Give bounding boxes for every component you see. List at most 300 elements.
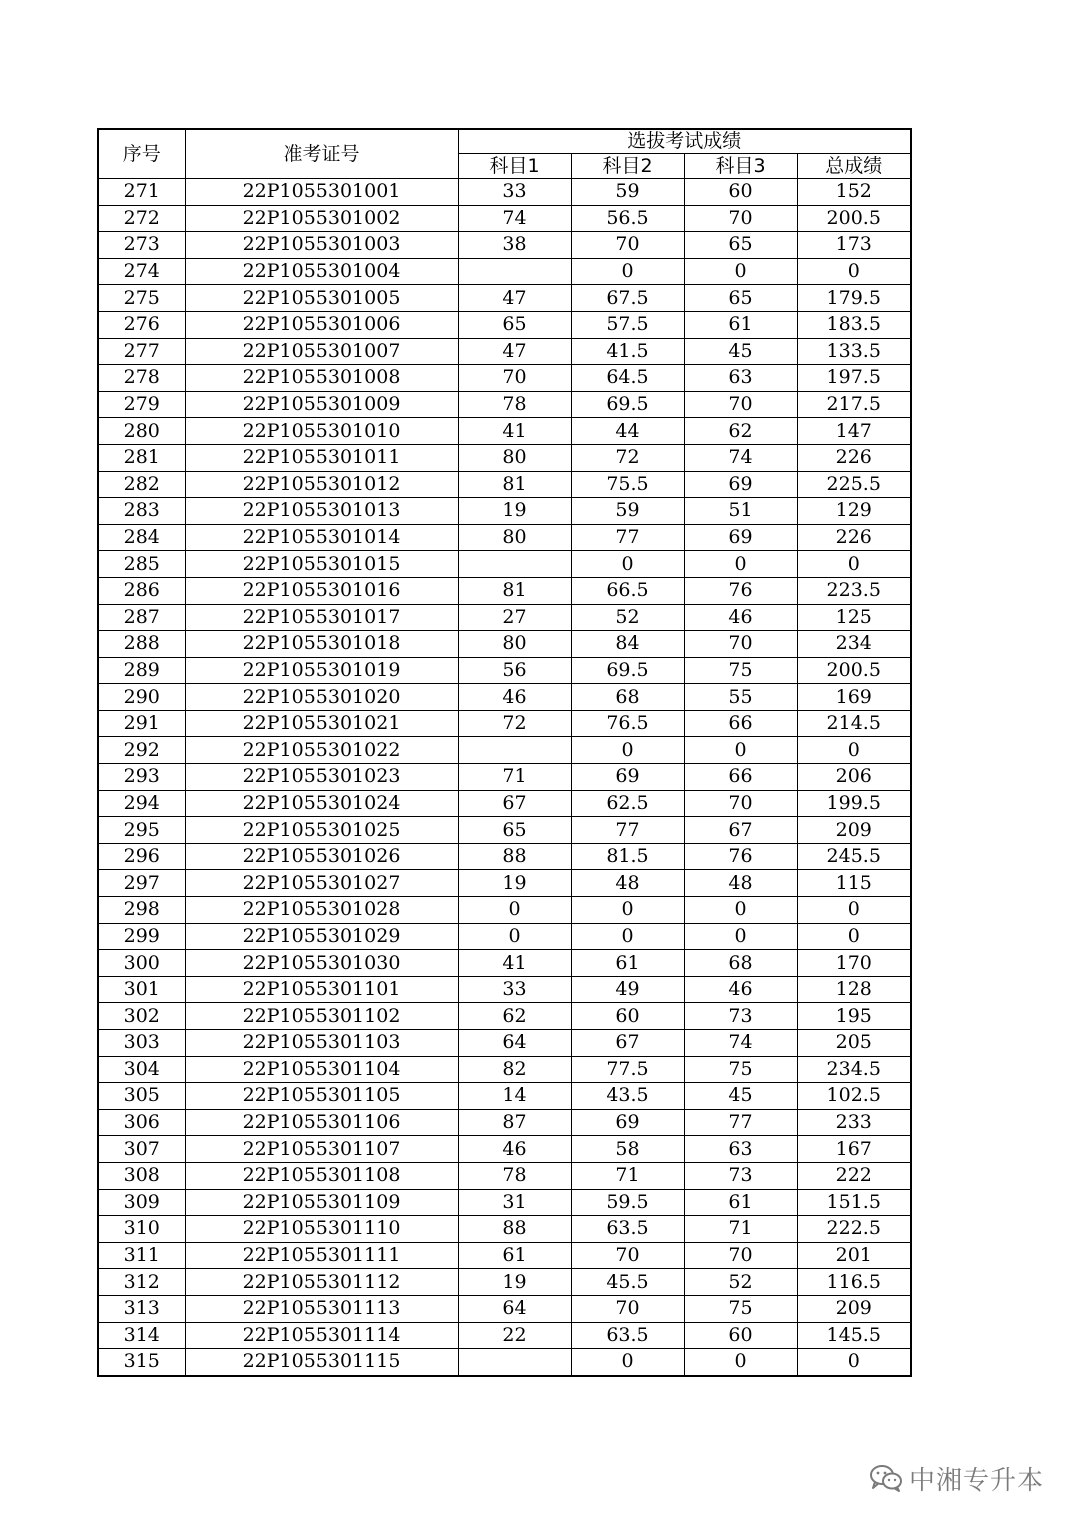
table-row	[98, 843, 911, 870]
cell-seq: 308	[98, 1162, 185, 1189]
table-row	[98, 1162, 911, 1189]
cell-exam-id: 22P1055301102	[185, 1003, 458, 1030]
cell-subject3: 71	[684, 1216, 797, 1243]
cell-subject3: 76	[684, 577, 797, 604]
cell-subject3: 0	[684, 551, 797, 578]
table-body	[98, 179, 911, 1376]
cell-exam-id: 22P1055301109	[185, 1189, 458, 1216]
table-row	[98, 577, 911, 604]
cell-seq: 272	[98, 205, 185, 232]
table-row	[98, 976, 911, 1003]
cell-total: 200.5	[797, 205, 911, 232]
cell-subject3: 51	[684, 498, 797, 525]
cell-total: 201	[797, 1242, 911, 1269]
cell-subject3: 70	[684, 790, 797, 817]
table-row	[98, 391, 911, 418]
cell-seq: 310	[98, 1216, 185, 1243]
cell-subject1: 88	[458, 843, 571, 870]
table-row	[98, 205, 911, 232]
cell-seq: 297	[98, 870, 185, 897]
table-row	[98, 498, 911, 525]
table-row	[98, 737, 911, 764]
cell-subject2: 70	[571, 1242, 684, 1269]
cell-seq: 281	[98, 444, 185, 471]
cell-subject3: 66	[684, 764, 797, 791]
cell-subject1	[458, 258, 571, 285]
table-row	[98, 710, 911, 737]
table-row	[98, 897, 911, 924]
table-row	[98, 471, 911, 498]
cell-subject3: 75	[684, 1295, 797, 1322]
table-row	[98, 1030, 911, 1057]
cell-subject2: 77	[571, 817, 684, 844]
cell-total: 200.5	[797, 657, 911, 684]
cell-seq: 292	[98, 737, 185, 764]
cell-subject3: 61	[684, 311, 797, 338]
table-row	[98, 870, 911, 897]
table-row	[98, 1056, 911, 1083]
cell-subject2: 62.5	[571, 790, 684, 817]
cell-subject3: 0	[684, 923, 797, 950]
cell-exam-id: 22P1055301112	[185, 1269, 458, 1296]
cell-exam-id: 22P1055301107	[185, 1136, 458, 1163]
cell-subject3: 0	[684, 737, 797, 764]
cell-seq: 314	[98, 1322, 185, 1349]
cell-subject2: 63.5	[571, 1216, 684, 1243]
cell-seq: 290	[98, 684, 185, 711]
header-subject1: 科目1	[458, 154, 571, 179]
cell-subject2: 76.5	[571, 710, 684, 737]
cell-subject2: 0	[571, 897, 684, 924]
cell-subject3: 63	[684, 1136, 797, 1163]
watermark	[869, 1458, 1044, 1498]
cell-exam-id: 22P1055301014	[185, 524, 458, 551]
cell-total: 226	[797, 524, 911, 551]
cell-subject3: 70	[684, 391, 797, 418]
cell-subject1: 81	[458, 577, 571, 604]
cell-subject2: 77	[571, 524, 684, 551]
cell-total: 152	[797, 179, 911, 206]
cell-total: 195	[797, 1003, 911, 1030]
cell-subject3: 69	[684, 524, 797, 551]
cell-seq: 299	[98, 923, 185, 950]
score-table	[97, 128, 912, 1377]
cell-exam-id: 22P1055301022	[185, 737, 458, 764]
wechat-icon	[869, 1463, 903, 1493]
cell-subject3: 75	[684, 657, 797, 684]
cell-subject2: 75.5	[571, 471, 684, 498]
cell-subject3: 0	[684, 897, 797, 924]
cell-seq: 275	[98, 285, 185, 312]
cell-subject2: 59.5	[571, 1189, 684, 1216]
cell-exam-id: 22P1055301003	[185, 232, 458, 259]
cell-exam-id: 22P1055301017	[185, 604, 458, 631]
cell-seq: 277	[98, 338, 185, 365]
cell-seq: 276	[98, 311, 185, 338]
cell-exam-id: 22P1055301026	[185, 843, 458, 870]
table-row	[98, 1269, 911, 1296]
cell-exam-id: 22P1055301021	[185, 710, 458, 737]
table-row	[98, 551, 911, 578]
cell-subject2: 66.5	[571, 577, 684, 604]
cell-subject1: 33	[458, 179, 571, 206]
cell-subject2: 0	[571, 258, 684, 285]
cell-seq: 301	[98, 976, 185, 1003]
cell-total: 125	[797, 604, 911, 631]
table-row	[98, 1295, 911, 1322]
cell-total: 0	[797, 1349, 911, 1376]
cell-subject2: 69	[571, 764, 684, 791]
cell-subject3: 0	[684, 258, 797, 285]
cell-subject1: 71	[458, 764, 571, 791]
cell-subject1: 80	[458, 444, 571, 471]
cell-seq: 283	[98, 498, 185, 525]
cell-subject1: 41	[458, 418, 571, 445]
table-header	[98, 129, 911, 179]
cell-seq: 311	[98, 1242, 185, 1269]
cell-total: 0	[797, 923, 911, 950]
cell-exam-id: 22P1055301106	[185, 1109, 458, 1136]
cell-seq: 307	[98, 1136, 185, 1163]
cell-subject2: 81.5	[571, 843, 684, 870]
cell-subject3: 52	[684, 1269, 797, 1296]
cell-total: 173	[797, 232, 911, 259]
cell-subject1: 27	[458, 604, 571, 631]
header-seq: 序号	[98, 129, 185, 179]
cell-exam-id: 22P1055301019	[185, 657, 458, 684]
cell-seq: 295	[98, 817, 185, 844]
cell-total: 217.5	[797, 391, 911, 418]
cell-subject1: 81	[458, 471, 571, 498]
cell-subject1: 88	[458, 1216, 571, 1243]
cell-subject2: 57.5	[571, 311, 684, 338]
cell-subject3: 48	[684, 870, 797, 897]
cell-exam-id: 22P1055301029	[185, 923, 458, 950]
cell-subject1: 56	[458, 657, 571, 684]
cell-seq: 313	[98, 1295, 185, 1322]
cell-exam-id: 22P1055301030	[185, 950, 458, 977]
cell-subject3: 0	[684, 1349, 797, 1376]
cell-subject3: 69	[684, 471, 797, 498]
cell-subject2: 0	[571, 737, 684, 764]
cell-subject3: 60	[684, 179, 797, 206]
cell-exam-id: 22P1055301024	[185, 790, 458, 817]
cell-seq: 309	[98, 1189, 185, 1216]
cell-subject1: 67	[458, 790, 571, 817]
cell-seq: 286	[98, 577, 185, 604]
cell-total: 206	[797, 764, 911, 791]
cell-total: 145.5	[797, 1322, 911, 1349]
table-row	[98, 923, 911, 950]
cell-subject1: 70	[458, 365, 571, 392]
table-row	[98, 524, 911, 551]
cell-total: 151.5	[797, 1189, 911, 1216]
cell-subject3: 46	[684, 604, 797, 631]
cell-exam-id: 22P1055301104	[185, 1056, 458, 1083]
cell-exam-id: 22P1055301008	[185, 365, 458, 392]
header-score-group: 选拔考试成绩	[458, 129, 911, 154]
watermark-text: 中湘专升本	[908, 1465, 1044, 1496]
table-row	[98, 365, 911, 392]
cell-subject3: 63	[684, 365, 797, 392]
cell-exam-id: 22P1055301103	[185, 1030, 458, 1057]
cell-subject2: 59	[571, 179, 684, 206]
cell-subject1: 14	[458, 1083, 571, 1110]
cell-total: 233	[797, 1109, 911, 1136]
cell-subject1: 46	[458, 1136, 571, 1163]
cell-subject3: 45	[684, 338, 797, 365]
cell-seq: 298	[98, 897, 185, 924]
table-row	[98, 1003, 911, 1030]
cell-total: 116.5	[797, 1269, 911, 1296]
cell-seq: 300	[98, 950, 185, 977]
cell-exam-id: 22P1055301113	[185, 1295, 458, 1322]
cell-total: 205	[797, 1030, 911, 1057]
cell-seq: 271	[98, 179, 185, 206]
cell-exam-id: 22P1055301016	[185, 577, 458, 604]
cell-total: 223.5	[797, 577, 911, 604]
cell-total: 129	[797, 498, 911, 525]
cell-exam-id: 22P1055301018	[185, 631, 458, 658]
cell-exam-id: 22P1055301012	[185, 471, 458, 498]
cell-subject1: 46	[458, 684, 571, 711]
cell-exam-id: 22P1055301023	[185, 764, 458, 791]
cell-subject1: 38	[458, 232, 571, 259]
cell-subject2: 48	[571, 870, 684, 897]
cell-total: 225.5	[797, 471, 911, 498]
cell-total: 0	[797, 737, 911, 764]
cell-subject3: 60	[684, 1322, 797, 1349]
header-subject3: 科目3	[684, 154, 797, 179]
cell-seq: 288	[98, 631, 185, 658]
cell-subject2: 72	[571, 444, 684, 471]
cell-subject3: 75	[684, 1056, 797, 1083]
cell-subject1: 65	[458, 817, 571, 844]
cell-subject2: 67	[571, 1030, 684, 1057]
cell-subject2: 64.5	[571, 365, 684, 392]
cell-total: 128	[797, 976, 911, 1003]
cell-seq: 306	[98, 1109, 185, 1136]
cell-subject3: 70	[684, 205, 797, 232]
cell-seq: 274	[98, 258, 185, 285]
cell-total: 115	[797, 870, 911, 897]
table-row	[98, 258, 911, 285]
cell-total: 179.5	[797, 285, 911, 312]
table-row	[98, 950, 911, 977]
cell-subject3: 73	[684, 1003, 797, 1030]
cell-exam-id: 22P1055301001	[185, 179, 458, 206]
cell-subject1	[458, 551, 571, 578]
cell-exam-id: 22P1055301114	[185, 1322, 458, 1349]
cell-exam-id: 22P1055301111	[185, 1242, 458, 1269]
table-row	[98, 817, 911, 844]
table-row	[98, 684, 911, 711]
cell-subject1: 33	[458, 976, 571, 1003]
table-row	[98, 338, 911, 365]
cell-seq: 302	[98, 1003, 185, 1030]
cell-subject1: 61	[458, 1242, 571, 1269]
cell-subject1: 80	[458, 631, 571, 658]
header-subject2: 科目2	[571, 154, 684, 179]
cell-total: 199.5	[797, 790, 911, 817]
cell-subject2: 52	[571, 604, 684, 631]
cell-subject1: 0	[458, 897, 571, 924]
cell-subject3: 65	[684, 285, 797, 312]
cell-exam-id: 22P1055301002	[185, 205, 458, 232]
cell-seq: 304	[98, 1056, 185, 1083]
cell-exam-id: 22P1055301015	[185, 551, 458, 578]
table-row	[98, 1322, 911, 1349]
cell-seq: 285	[98, 551, 185, 578]
cell-total: 245.5	[797, 843, 911, 870]
cell-subject2: 44	[571, 418, 684, 445]
cell-subject1: 31	[458, 1189, 571, 1216]
cell-total: 209	[797, 817, 911, 844]
cell-subject3: 66	[684, 710, 797, 737]
cell-exam-id: 22P1055301006	[185, 311, 458, 338]
cell-subject2: 69.5	[571, 657, 684, 684]
cell-subject2: 41.5	[571, 338, 684, 365]
table-row	[98, 311, 911, 338]
cell-subject1: 41	[458, 950, 571, 977]
cell-subject3: 65	[684, 232, 797, 259]
cell-exam-id: 22P1055301009	[185, 391, 458, 418]
cell-exam-id: 22P1055301027	[185, 870, 458, 897]
cell-exam-id: 22P1055301007	[185, 338, 458, 365]
cell-seq: 278	[98, 365, 185, 392]
table-row	[98, 1349, 911, 1376]
cell-subject3: 76	[684, 843, 797, 870]
cell-seq: 293	[98, 764, 185, 791]
cell-total: 183.5	[797, 311, 911, 338]
cell-subject1: 62	[458, 1003, 571, 1030]
cell-exam-id: 22P1055301005	[185, 285, 458, 312]
header-total: 总成绩	[797, 154, 911, 179]
cell-seq: 280	[98, 418, 185, 445]
cell-subject3: 74	[684, 1030, 797, 1057]
cell-total: 167	[797, 1136, 911, 1163]
cell-subject1: 82	[458, 1056, 571, 1083]
cell-subject1: 65	[458, 311, 571, 338]
cell-total: 169	[797, 684, 911, 711]
cell-total: 214.5	[797, 710, 911, 737]
cell-total: 0	[797, 897, 911, 924]
table-row	[98, 764, 911, 791]
cell-seq: 312	[98, 1269, 185, 1296]
table-row	[98, 1216, 911, 1243]
cell-seq: 294	[98, 790, 185, 817]
cell-seq: 287	[98, 604, 185, 631]
cell-exam-id: 22P1055301115	[185, 1349, 458, 1376]
cell-subject2: 61	[571, 950, 684, 977]
table-row	[98, 1242, 911, 1269]
cell-total: 197.5	[797, 365, 911, 392]
cell-subject1: 19	[458, 1269, 571, 1296]
cell-subject3: 62	[684, 418, 797, 445]
cell-subject3: 68	[684, 950, 797, 977]
cell-total: 209	[797, 1295, 911, 1322]
cell-total: 234	[797, 631, 911, 658]
cell-subject3: 55	[684, 684, 797, 711]
cell-subject1: 22	[458, 1322, 571, 1349]
table-row	[98, 1083, 911, 1110]
table-row	[98, 1109, 911, 1136]
cell-subject2: 77.5	[571, 1056, 684, 1083]
cell-subject2: 43.5	[571, 1083, 684, 1110]
cell-seq: 303	[98, 1030, 185, 1057]
cell-exam-id: 22P1055301004	[185, 258, 458, 285]
cell-subject3: 61	[684, 1189, 797, 1216]
cell-subject2: 49	[571, 976, 684, 1003]
cell-total: 0	[797, 258, 911, 285]
cell-subject2: 0	[571, 551, 684, 578]
cell-subject1: 78	[458, 391, 571, 418]
cell-subject2: 60	[571, 1003, 684, 1030]
cell-subject2: 63.5	[571, 1322, 684, 1349]
table-row	[98, 179, 911, 206]
cell-exam-id: 22P1055301025	[185, 817, 458, 844]
table-row	[98, 631, 911, 658]
cell-subject1: 47	[458, 285, 571, 312]
cell-subject1: 47	[458, 338, 571, 365]
table-row	[98, 604, 911, 631]
cell-seq: 305	[98, 1083, 185, 1110]
cell-exam-id: 22P1055301105	[185, 1083, 458, 1110]
table-row	[98, 790, 911, 817]
cell-seq: 289	[98, 657, 185, 684]
cell-subject1: 80	[458, 524, 571, 551]
cell-exam-id: 22P1055301110	[185, 1216, 458, 1243]
cell-subject1: 72	[458, 710, 571, 737]
cell-subject2: 84	[571, 631, 684, 658]
table-row	[98, 232, 911, 259]
cell-seq: 284	[98, 524, 185, 551]
cell-subject2: 69.5	[571, 391, 684, 418]
cell-subject1: 19	[458, 870, 571, 897]
cell-exam-id: 22P1055301101	[185, 976, 458, 1003]
cell-seq: 296	[98, 843, 185, 870]
cell-exam-id: 22P1055301020	[185, 684, 458, 711]
table-row	[98, 657, 911, 684]
table-row	[98, 1136, 911, 1163]
cell-subject3: 74	[684, 444, 797, 471]
cell-subject2: 68	[571, 684, 684, 711]
cell-seq: 279	[98, 391, 185, 418]
cell-subject3: 45	[684, 1083, 797, 1110]
cell-exam-id: 22P1055301108	[185, 1162, 458, 1189]
cell-subject2: 0	[571, 923, 684, 950]
cell-total: 147	[797, 418, 911, 445]
cell-seq: 282	[98, 471, 185, 498]
header-exam-id: 准考证号	[185, 129, 458, 179]
cell-exam-id: 22P1055301013	[185, 498, 458, 525]
cell-total: 170	[797, 950, 911, 977]
cell-subject2: 70	[571, 1295, 684, 1322]
cell-subject3: 67	[684, 817, 797, 844]
cell-subject2: 67.5	[571, 285, 684, 312]
cell-subject3: 70	[684, 631, 797, 658]
cell-subject1	[458, 1349, 571, 1376]
cell-subject1: 87	[458, 1109, 571, 1136]
cell-subject2: 71	[571, 1162, 684, 1189]
cell-total: 226	[797, 444, 911, 471]
cell-subject1: 0	[458, 923, 571, 950]
cell-seq: 315	[98, 1349, 185, 1376]
table-row	[98, 418, 911, 445]
cell-subject2: 45.5	[571, 1269, 684, 1296]
cell-subject1: 64	[458, 1295, 571, 1322]
cell-total: 0	[797, 551, 911, 578]
